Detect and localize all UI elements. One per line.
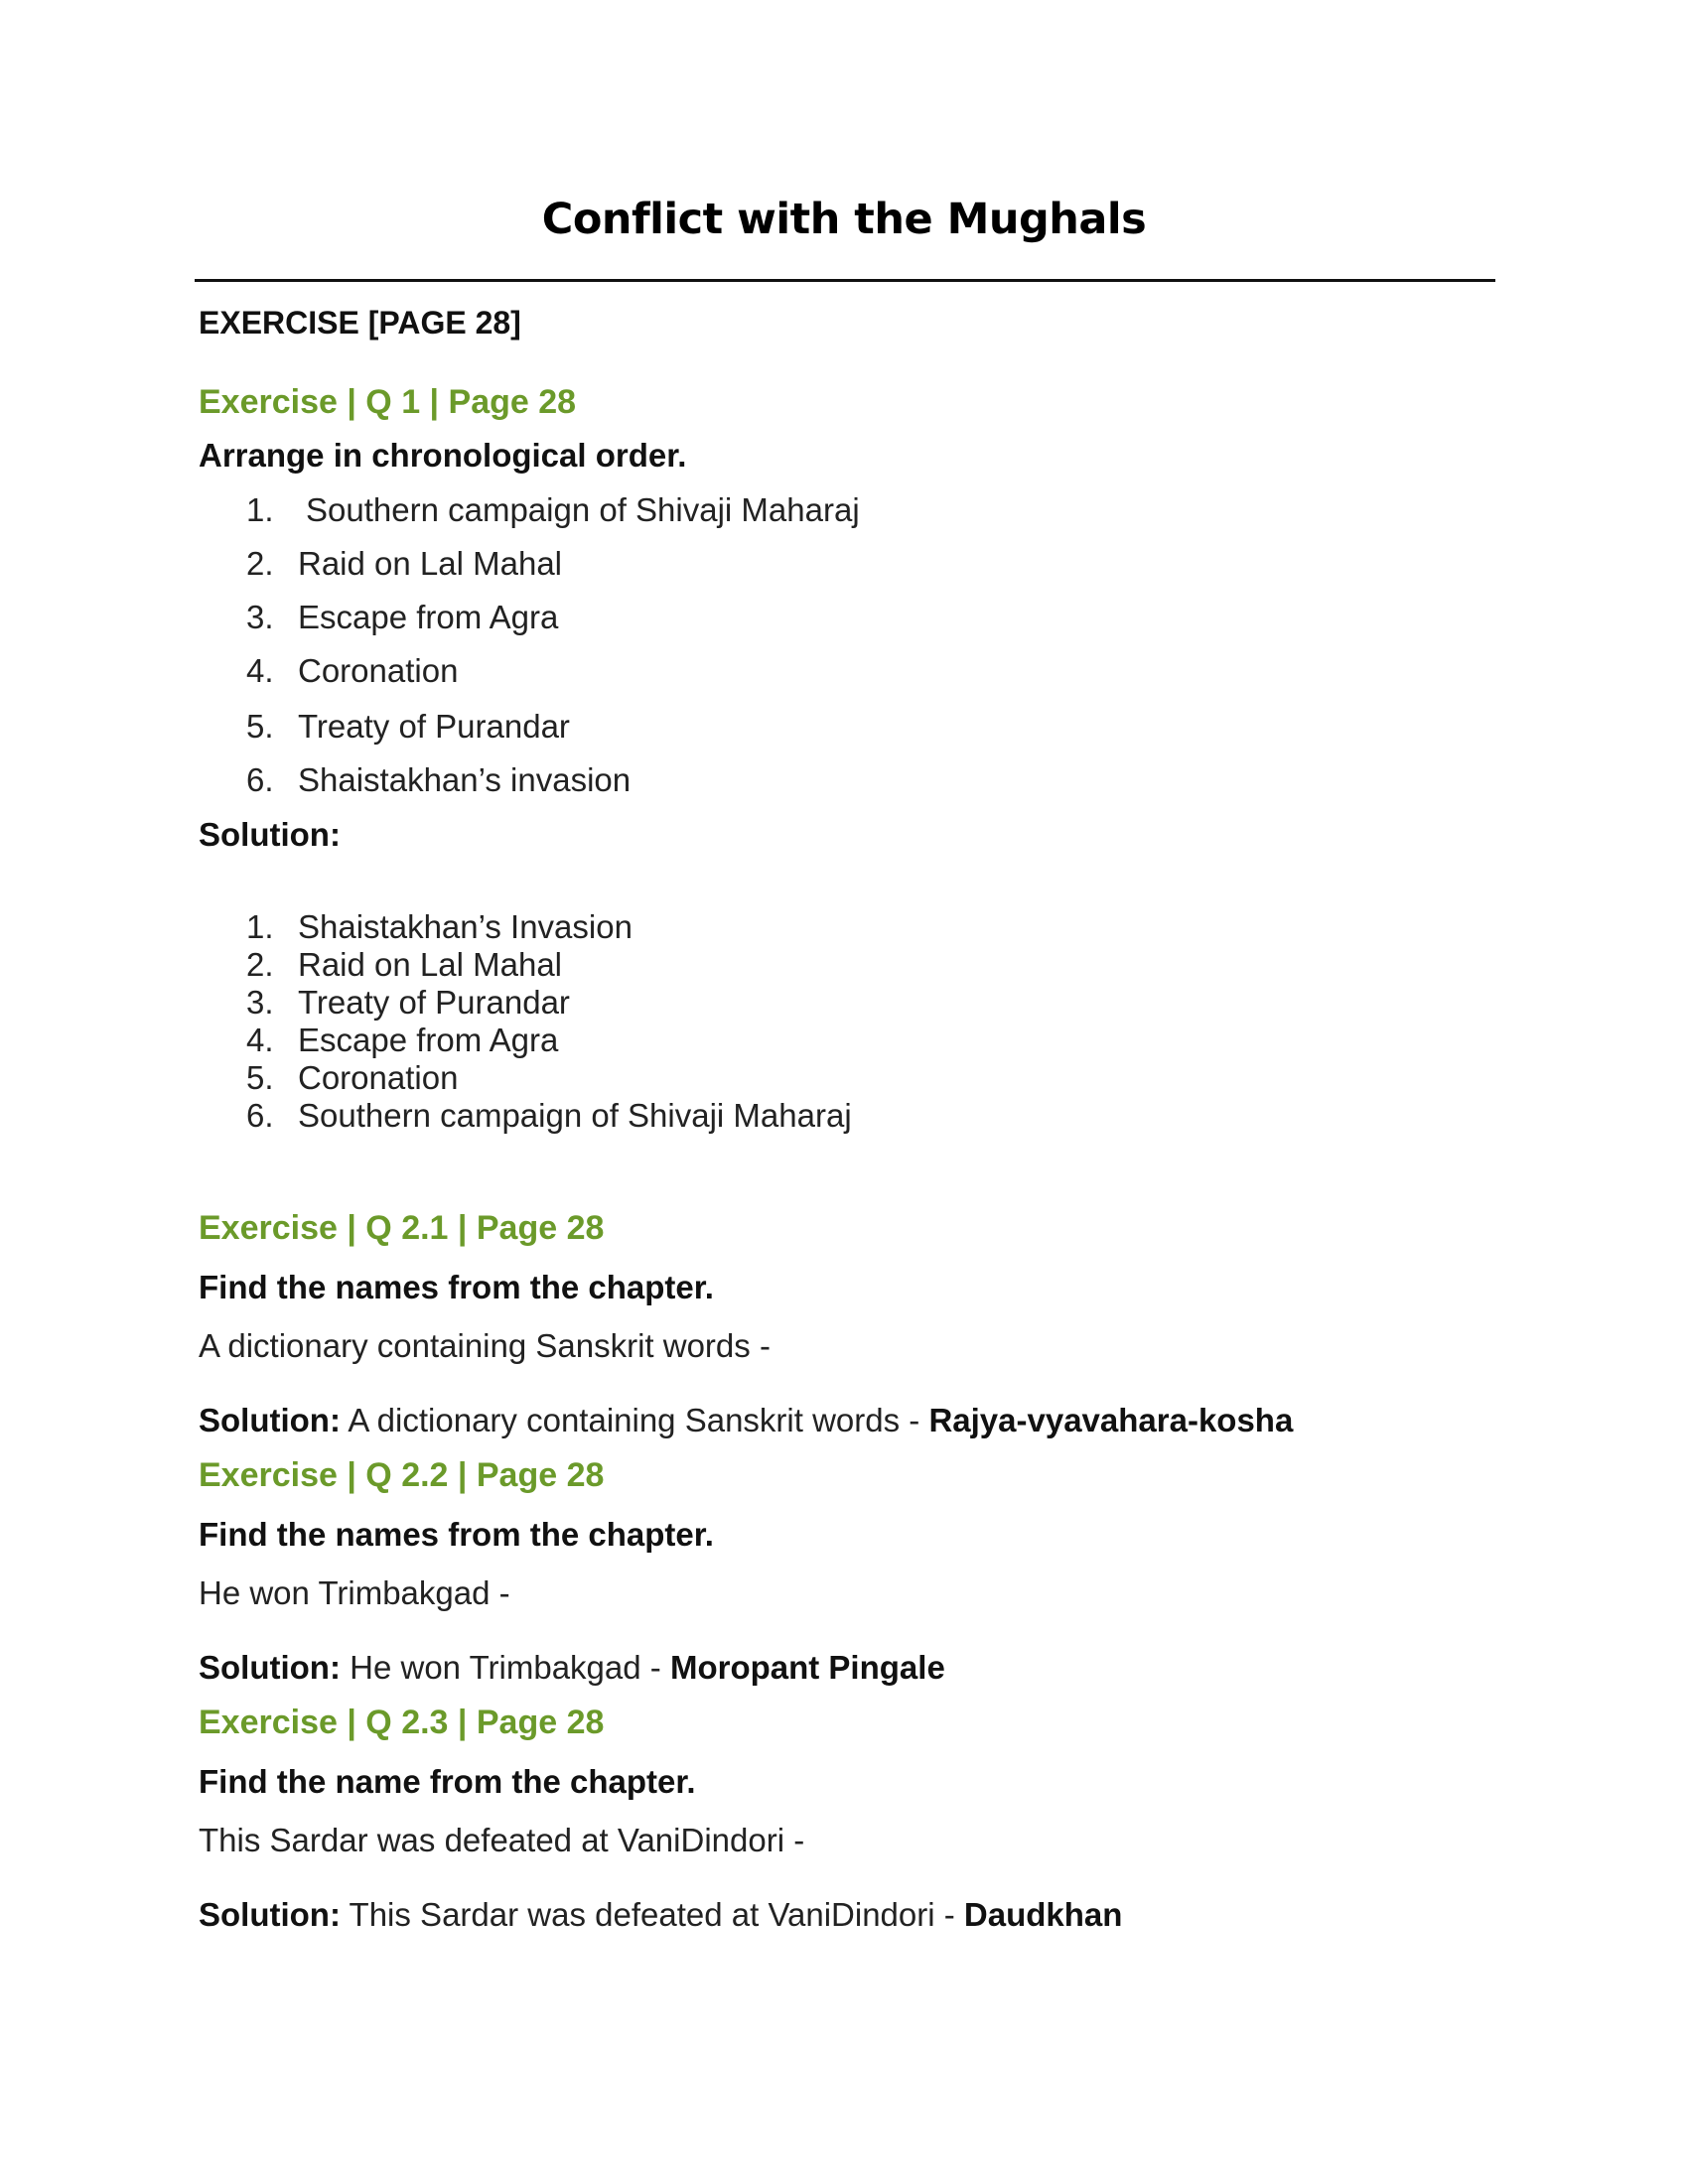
list-text: Raid on Lal Mahal (298, 545, 562, 582)
exercise-heading-q2-3: Exercise | Q 2.3 | Page 28 (199, 1704, 605, 1741)
solution-list-item (246, 1059, 458, 1097)
list-text: Southern campaign of Shivaji Maharaj (298, 1097, 852, 1134)
solution-label-q1: Solution: (199, 816, 341, 853)
list-text: Coronation (298, 1059, 459, 1096)
solution-label: Solution: (199, 1402, 341, 1438)
question-q2-1: Find the names from the chapter. (199, 1269, 714, 1305)
title-divider (195, 279, 1495, 282)
section-heading: EXERCISE [PAGE 28] (199, 305, 521, 341)
list-item (246, 652, 458, 690)
list-number: 5. (246, 1059, 274, 1096)
list-number: 5. (246, 708, 274, 745)
list-number: 2. (246, 545, 274, 582)
list-item (246, 761, 631, 799)
list-text: Shaistakhan’s Invasion (298, 908, 633, 945)
list-text: Escape from Agra (298, 599, 559, 635)
solution-text: A dictionary containing Sanskrit words - (348, 1402, 920, 1438)
list-item (246, 708, 570, 746)
page-title: Conflict with the Mughals (541, 195, 1147, 244)
solution-q2-2 (199, 1649, 945, 1687)
list-number: 6. (246, 761, 274, 798)
solution-text: This Sardar was defeated at VaniDindori - (349, 1896, 955, 1933)
list-number: 4. (246, 1022, 274, 1058)
solution-answer: Daudkhan (963, 1896, 1123, 1933)
solution-label: Solution: (199, 1649, 341, 1686)
prompt-q2-2: He won Trimbakgad - (199, 1574, 510, 1611)
exercise-heading-q2-2: Exercise | Q 2.2 | Page 28 (199, 1456, 605, 1494)
solution-q2-1 (199, 1402, 1293, 1439)
list-item (246, 491, 860, 529)
list-text: Treaty of Purandar (298, 984, 570, 1021)
list-number: 6. (246, 1097, 274, 1134)
list-text: Treaty of Purandar (298, 708, 570, 745)
list-number: 3. (246, 599, 274, 635)
list-item (246, 545, 562, 583)
list-number: 1. (246, 491, 274, 528)
solution-list-item (246, 946, 562, 984)
solution-label: Solution: (199, 1896, 341, 1933)
solution-list-item (246, 1022, 558, 1059)
list-text: Shaistakhan’s invasion (298, 761, 632, 798)
prompt-q2-3: This Sardar was defeated at VaniDindori - (199, 1822, 805, 1858)
solution-list-item (246, 1097, 852, 1135)
question-q2-3: Find the name from the chapter. (199, 1763, 696, 1800)
list-text: Escape from Agra (298, 1022, 559, 1058)
list-number: 4. (246, 652, 274, 689)
exercise-heading-q1: Exercise | Q 1 | Page 28 (199, 383, 577, 421)
solution-text: He won Trimbakgad - (350, 1649, 661, 1686)
list-number: 1. (246, 908, 274, 945)
list-item (246, 599, 558, 636)
solution-q2-3 (199, 1896, 1122, 1934)
solution-list-item (246, 984, 570, 1022)
solution-answer: Moropant Pingale (669, 1649, 945, 1686)
list-text: Southern campaign of Shivaji Maharaj (306, 491, 860, 528)
prompt-q2-1: A dictionary containing Sanskrit words - (199, 1327, 771, 1364)
list-text: Raid on Lal Mahal (298, 946, 562, 983)
question-q2-2: Find the names from the chapter. (199, 1516, 714, 1553)
exercise-heading-q2-1: Exercise | Q 2.1 | Page 28 (199, 1209, 605, 1247)
solution-list-item (246, 908, 633, 946)
question-q1: Arrange in chronological order. (199, 437, 687, 474)
solution-answer: Rajya-vyavahara-kosha (928, 1402, 1294, 1438)
list-number: 3. (246, 984, 274, 1021)
list-number: 2. (246, 946, 274, 983)
list-text: Coronation (298, 652, 459, 689)
